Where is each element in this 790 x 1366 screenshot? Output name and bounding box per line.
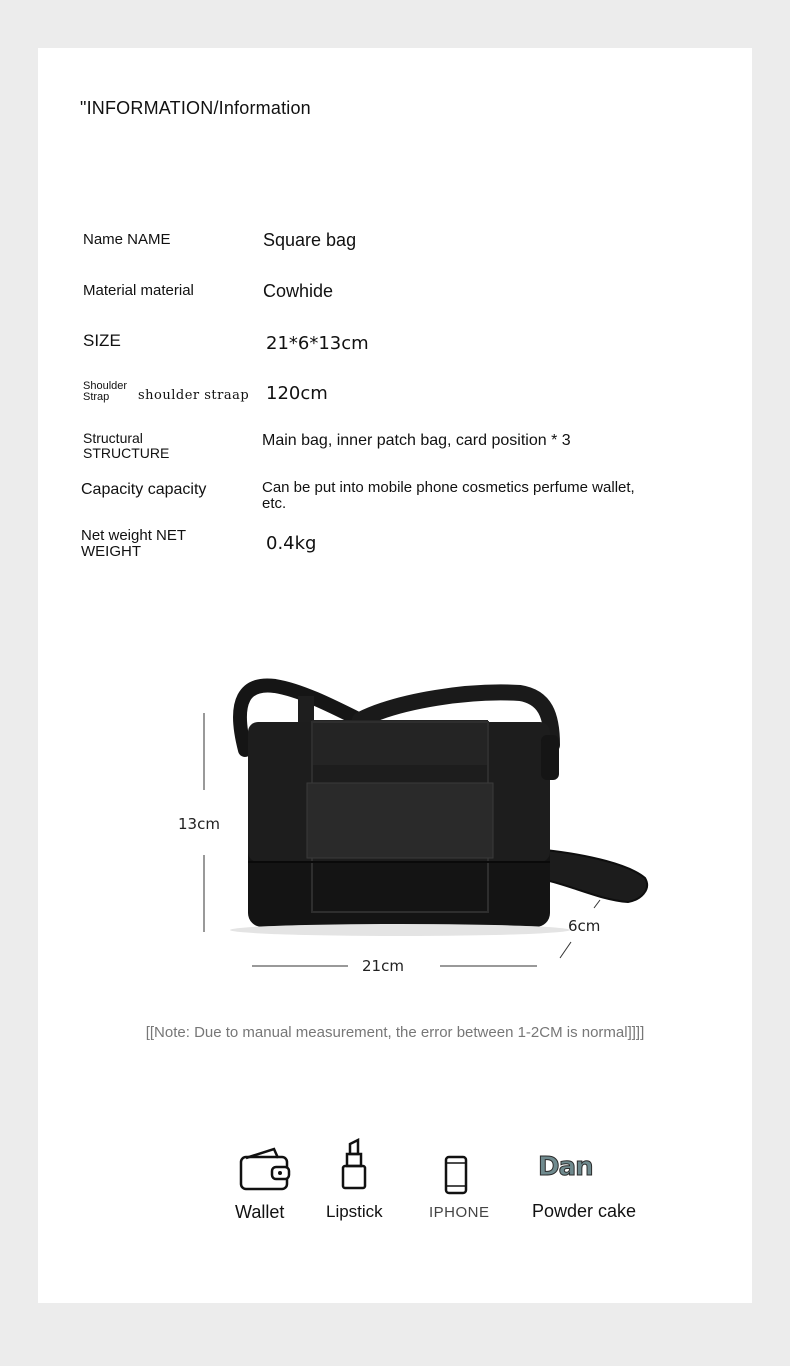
weight-label-line1: Net weight NET: [81, 527, 187, 544]
item-wallet-label: Wallet: [235, 1202, 285, 1222]
page-title: "INFORMATION/Information: [80, 98, 311, 118]
structure-label-line2: STRUCTURE: [83, 445, 170, 461]
strap-label-extra: shoulder straap: [138, 388, 250, 403]
material-label: Material material: [83, 282, 194, 299]
strap-value: 120cm: [266, 383, 328, 404]
powder-icon: Dan: [538, 1152, 593, 1182]
measurement-note: [[Note: Due to manual measurement, the error between 1-2CM is normal]]]]: [145, 1024, 645, 1041]
capacity-items: [0, 1130, 790, 1250]
weight-value: 0.4kg: [266, 533, 317, 554]
item-lipstick-label: Lipstick: [326, 1202, 383, 1221]
structure-label-line1: Structural: [83, 430, 143, 446]
weight-label-line2: WEIGHT: [81, 543, 141, 560]
item-powder-label: Powder cake: [532, 1201, 637, 1221]
phone-icon: [444, 1155, 468, 1195]
size-label: SIZE: [83, 331, 121, 350]
depth-dimension: 6cm: [568, 917, 601, 935]
strap-label-line2: Strap: [83, 391, 110, 403]
structure-value: Main bag, inner patch bag, card position * 3: [262, 432, 571, 449]
item-phone-label: IPHONE: [429, 1204, 490, 1221]
height-dimension: 13cm: [178, 815, 220, 833]
lipstick-icon: [340, 1138, 368, 1192]
wallet-icon: [238, 1146, 292, 1194]
name-label: Name NAME: [83, 231, 171, 248]
name-value: Square bag: [263, 230, 357, 250]
strap-label-line1: Shoulder: [83, 380, 128, 392]
material-value: Cowhide: [263, 281, 334, 301]
size-value: 21*6*13cm: [266, 333, 369, 354]
capacity-label: Capacity capacity: [81, 481, 207, 498]
capacity-value: Can be put into mobile phone cosmetics perfume wallet, etc.: [262, 479, 635, 512]
width-dimension: 21cm: [362, 957, 404, 975]
